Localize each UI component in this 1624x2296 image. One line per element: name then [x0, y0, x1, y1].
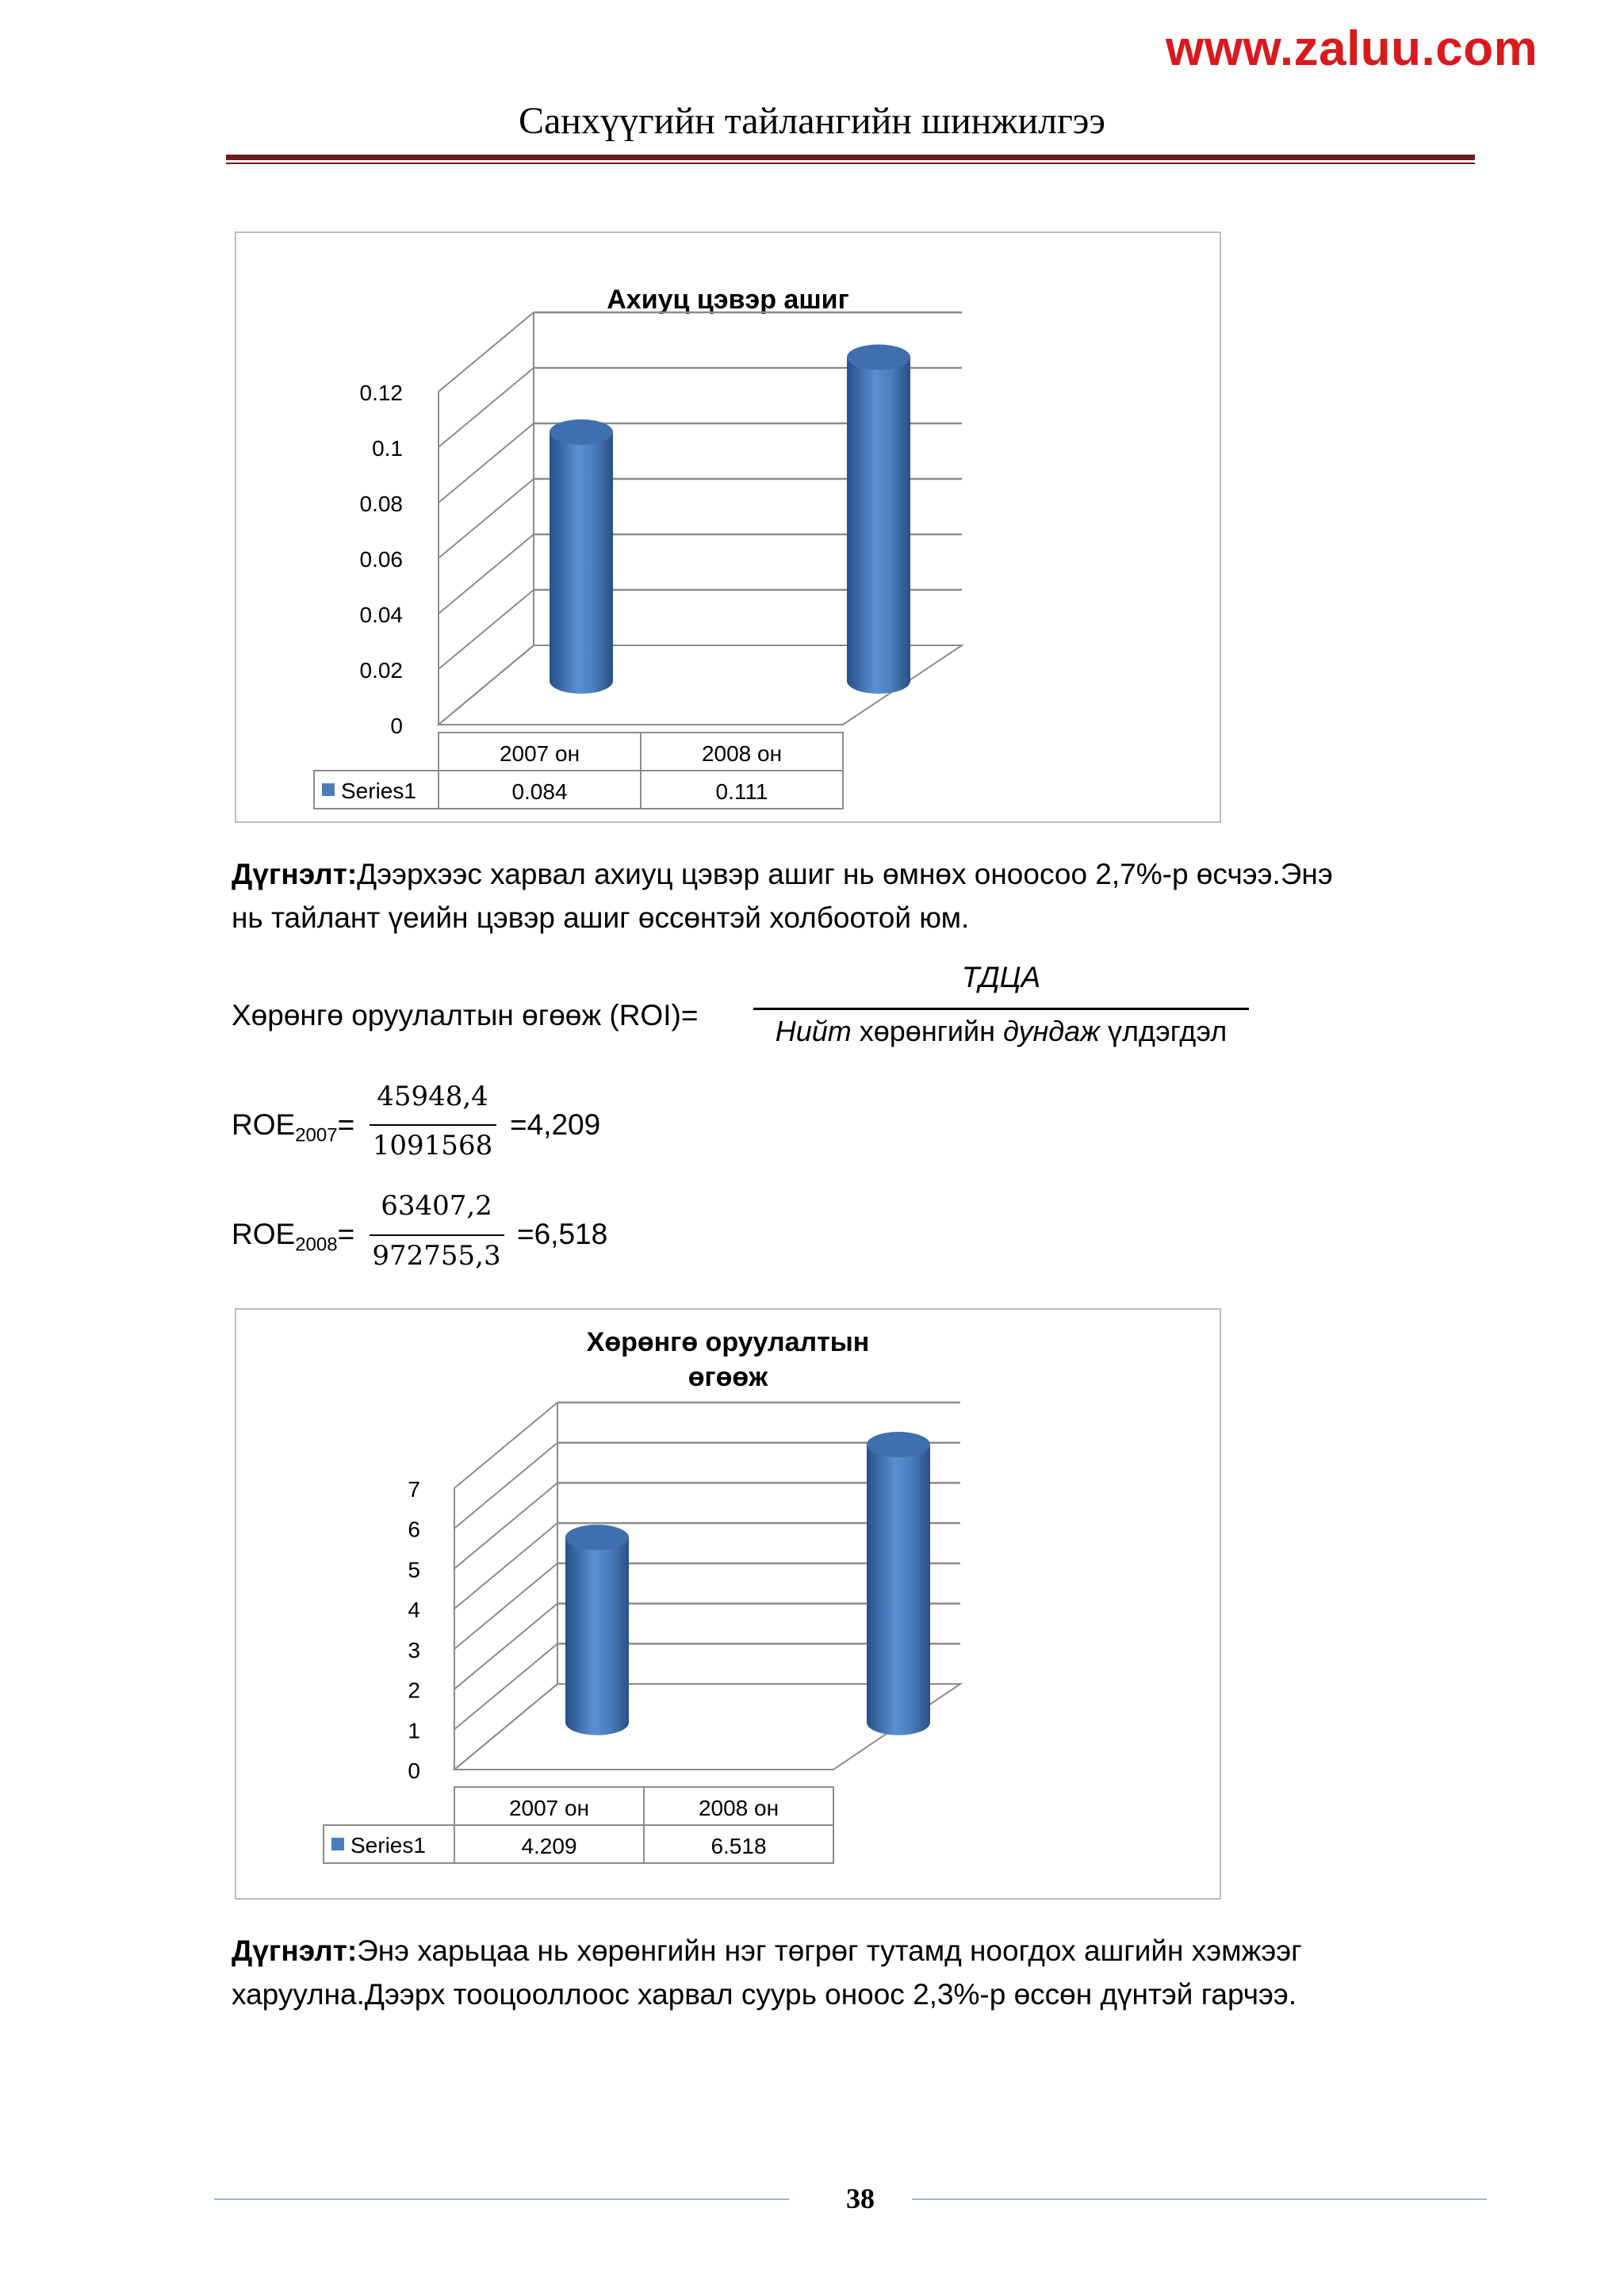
y-tick-label: 0: [390, 714, 403, 738]
roe-2008-fraction-bar: [370, 1234, 504, 1236]
y-tick-label: 0.12: [359, 381, 403, 405]
data-table-value: 6.518: [710, 1834, 767, 1858]
y-tick-label: 7: [408, 1477, 420, 1502]
y-tick-label: 2: [408, 1678, 420, 1703]
chart-roi: [235, 1308, 1221, 1900]
roe-2008-numerator: 63407,2: [381, 1190, 492, 1222]
chart-title-line: өгөөж: [688, 1362, 768, 1392]
page-number: 38: [846, 2183, 875, 2214]
bar-cylinder-top: [867, 1432, 930, 1457]
conclusion-1-line2: нь тайлант үеийн цэвэр ашиг өссөнтэй холбоотой юм.: [232, 901, 970, 934]
y-tick-label: 0.04: [359, 603, 403, 627]
chart-title-line: Хөрөнгө оруулалтын: [586, 1327, 870, 1357]
side-wall-gridline: [454, 1563, 557, 1649]
legend-swatch: [331, 1838, 344, 1850]
y-tick-label: 0.06: [359, 547, 403, 572]
roe-2008-denominator: 972755,3: [372, 1240, 501, 1272]
side-wall-gridline: [454, 1523, 557, 1609]
conclusion-1: [232, 852, 1500, 939]
roi-den-part2: хөрөнгийн: [851, 1015, 1003, 1047]
roi-formula-denominator: [753, 1015, 1249, 1048]
side-wall-gridline: [454, 1443, 557, 1529]
chart-title: Ахиуц цэвэр ашиг: [607, 285, 849, 315]
header-divider: [226, 155, 1475, 160]
x-category-label: 2007 он: [499, 741, 580, 766]
bar-cylinder-body: [550, 432, 613, 694]
side-wall-gridline: [454, 1644, 557, 1729]
conclusion-2-line2: харуулна.Дээрх тооцооллоос харвал суурь оноос 2,3%-р өссөн дүнтэй гарчээ.: [232, 1978, 1297, 2011]
legend-series-name: Series1: [350, 1833, 426, 1858]
x-category-label: 2007 он: [508, 1796, 590, 1820]
roe-2007-denominator: 1091568: [372, 1130, 493, 1161]
bar-cylinder-body: [867, 1445, 930, 1735]
header-divider-thin: [226, 163, 1475, 164]
chart-roi-svg: [236, 1310, 1220, 1898]
side-wall-gridline: [454, 1604, 557, 1689]
y-tick-label: 0.08: [359, 492, 403, 516]
x-category-label: 2008 он: [698, 1796, 779, 1820]
roi-den-part4: үлдэгдэл: [1099, 1015, 1228, 1047]
watermark-logo: www.zaluu.com: [1166, 21, 1538, 76]
side-wall-gridline: [454, 1483, 557, 1568]
roe-2008-base: ROE: [232, 1218, 296, 1250]
bar-cylinder-top: [565, 1525, 629, 1550]
y-tick-label: 5: [408, 1557, 420, 1582]
page-header-title: Санхүүгийн тайлангийн шинжилгээ: [518, 100, 1106, 142]
data-table-value: 0.084: [511, 779, 568, 804]
roe-2008-label: [232, 1218, 354, 1256]
roe-2008-eq: =: [337, 1218, 355, 1250]
roe-2007-numerator: 45948,4: [377, 1081, 488, 1112]
bar-cylinder-top: [550, 419, 613, 445]
side-wall-gridline: [454, 1402, 557, 1488]
bar-cylinder-body: [847, 358, 910, 695]
chart-net-profit-margin: [235, 232, 1221, 823]
conclusion-1-line1: Дээрхээс харвал ахиуц цэвэр ашиг нь өмнөх оноосоо 2,7%-р өсчээ.Энэ: [357, 858, 1333, 890]
roe-2007-result: =4,209: [510, 1108, 601, 1141]
footer-rule-left: [214, 2198, 789, 2200]
data-table-value: 0.111: [715, 779, 768, 804]
bar-cylinder-body: [565, 1537, 629, 1735]
data-table-value: 4.209: [521, 1834, 577, 1858]
conclusion-2-label: Дүгнэлт:: [232, 1934, 358, 1967]
roe-2007-fraction-bar: [370, 1124, 496, 1126]
y-tick-label: 0.02: [359, 658, 403, 683]
conclusion-1-label: Дүгнэлт:: [232, 858, 358, 890]
roe-2007-sub: 2007: [295, 1124, 338, 1146]
roi-den-part3: дундаж: [1002, 1015, 1100, 1047]
y-tick-label: 3: [408, 1637, 420, 1663]
roe-2008-result: =6,518: [517, 1218, 608, 1250]
y-tick-label: 1: [408, 1718, 420, 1743]
y-tick-label: 4: [408, 1598, 420, 1623]
y-tick-label: 0: [408, 1758, 420, 1783]
chart-net-profit-margin-svg: [236, 233, 1220, 821]
roe-2007-eq: =: [337, 1108, 355, 1141]
footer-rule-right: [912, 2198, 1487, 2200]
legend-series-name: Series1: [341, 779, 416, 803]
bar-cylinder-top: [847, 345, 910, 370]
x-category-label: 2008 он: [701, 741, 783, 766]
roi-formula-numerator: ТДЦА: [961, 961, 1041, 993]
roe-2007-label: [232, 1108, 354, 1146]
roe-2007-base: ROE: [232, 1108, 296, 1141]
conclusion-2-line1: Энэ харьцаа нь хөрөнгийн нэг төгрөг тутамд ноогдох ашгийн хэмжээг: [357, 1934, 1302, 1967]
roi-den-part1: Нийт: [775, 1015, 852, 1047]
roe-2008-sub: 2008: [295, 1234, 338, 1256]
y-tick-label: 0.1: [372, 436, 403, 461]
roi-formula-lhs: Хөрөнгө оруулалтын өгөөж (ROI)=: [232, 999, 699, 1031]
roi-formula-fraction-bar: [753, 1008, 1249, 1010]
conclusion-2: [232, 1929, 1540, 2016]
legend-swatch: [322, 783, 335, 796]
y-tick-label: 6: [408, 1517, 420, 1542]
